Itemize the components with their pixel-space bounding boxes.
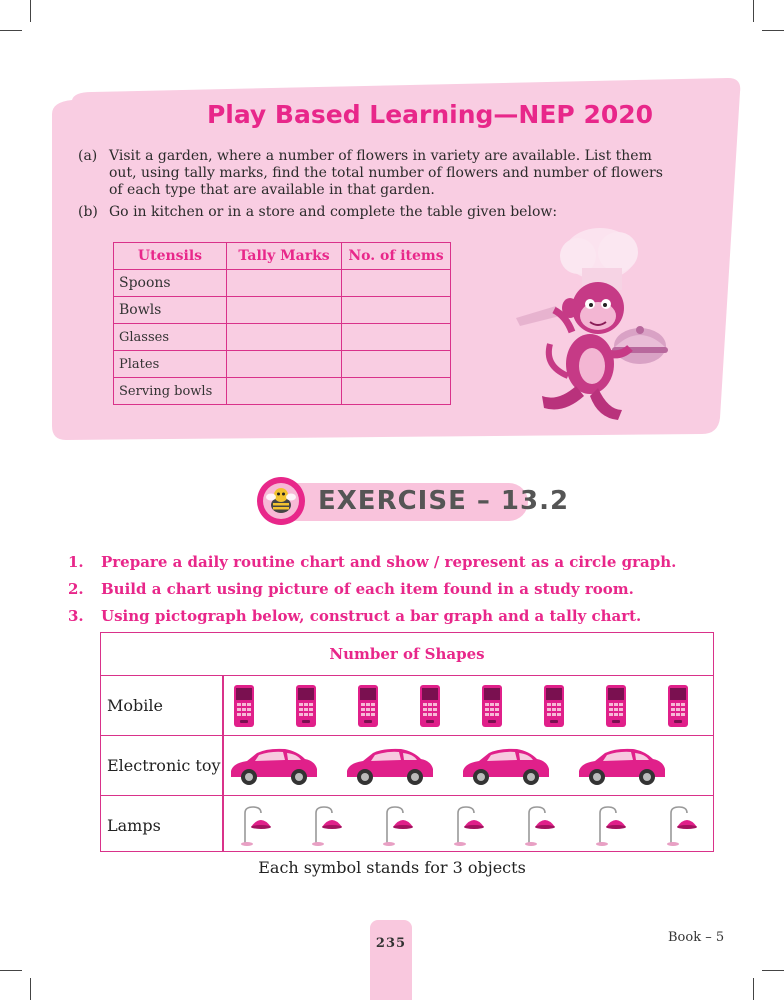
lamp-icon bbox=[241, 805, 271, 847]
question-1 bbox=[68, 553, 676, 571]
table-cell[interactable] bbox=[227, 297, 342, 324]
column-header: Utensils bbox=[114, 243, 227, 270]
mobile-icon bbox=[605, 684, 627, 728]
crop-mark bbox=[0, 970, 22, 971]
mobile-icon bbox=[357, 684, 379, 728]
question-text: Build a chart using picture of each item found in a study room. bbox=[101, 580, 634, 598]
table-cell[interactable] bbox=[342, 270, 451, 297]
column-header: No. of items bbox=[342, 243, 451, 270]
row-label: Mobile bbox=[107, 696, 163, 715]
question-text: Using pictograph below, construct a bar graph and a tally chart. bbox=[101, 607, 642, 625]
page-number: 235 bbox=[375, 936, 407, 951]
lamp-icon bbox=[525, 805, 555, 847]
lamp-icon bbox=[596, 805, 626, 847]
table-row bbox=[114, 324, 451, 351]
table-cell[interactable] bbox=[227, 378, 342, 405]
pictograph-table bbox=[100, 632, 714, 852]
mobile-icon bbox=[481, 684, 503, 728]
question-number: 1. bbox=[68, 553, 84, 571]
row-label: Lamps bbox=[107, 816, 161, 835]
mobile-icon bbox=[419, 684, 441, 728]
question-text: Prepare a daily routine chart and show / represent as a circle graph. bbox=[101, 553, 677, 571]
crop-mark bbox=[762, 30, 784, 31]
mobile-icon bbox=[667, 684, 689, 728]
item-label: (a) bbox=[78, 148, 98, 164]
lamp-icon bbox=[312, 805, 342, 847]
question-number: 2. bbox=[68, 580, 84, 598]
table-cell: Plates bbox=[114, 351, 227, 378]
lamp-icon bbox=[667, 805, 697, 847]
activity-item-a bbox=[78, 148, 678, 199]
mobile-icon bbox=[295, 684, 317, 728]
row-label: Electronic toy bbox=[107, 756, 221, 775]
utensils-table bbox=[113, 242, 451, 405]
pictograph-key: Each symbol stands for 3 objects bbox=[258, 858, 526, 877]
item-text: Visit a garden, where a number of flowers in variety are available. List them out, using tally marks, find the total number of flowers and number of flowers of each type that are available in that garden. bbox=[109, 148, 663, 198]
mobile-icon bbox=[233, 684, 255, 728]
question-2 bbox=[68, 580, 634, 598]
activity-item-b bbox=[78, 204, 678, 221]
item-text: Go in kitchen or in a store and complete the table given below: bbox=[109, 204, 558, 220]
crop-mark bbox=[753, 0, 754, 22]
monkey-chef-illustration bbox=[498, 226, 678, 426]
table-cell[interactable] bbox=[342, 324, 451, 351]
book-label: Book – 5 bbox=[668, 930, 725, 945]
question-number: 3. bbox=[68, 607, 84, 625]
car-icon bbox=[575, 745, 667, 787]
lamp-icon bbox=[454, 805, 484, 847]
table-cell: Bowls bbox=[114, 297, 227, 324]
crop-mark bbox=[30, 978, 31, 1000]
car-icon bbox=[343, 745, 435, 787]
mobile-icon bbox=[543, 684, 565, 728]
pictograph-title: Number of Shapes bbox=[101, 633, 713, 676]
car-icon bbox=[227, 745, 319, 787]
table-cell[interactable] bbox=[342, 378, 451, 405]
page-number-tab bbox=[370, 920, 412, 1000]
table-cell[interactable] bbox=[342, 351, 451, 378]
column-header: Tally Marks bbox=[227, 243, 342, 270]
table-row bbox=[114, 297, 451, 324]
crop-mark bbox=[30, 0, 31, 22]
table-cell: Spoons bbox=[114, 270, 227, 297]
table-header-row bbox=[114, 243, 451, 270]
car-icon bbox=[459, 745, 551, 787]
table-cell: Glasses bbox=[114, 324, 227, 351]
crop-mark bbox=[753, 978, 754, 1000]
table-cell[interactable] bbox=[342, 297, 451, 324]
item-label: (b) bbox=[78, 204, 98, 220]
table-row bbox=[114, 270, 451, 297]
table-cell: Serving bowls bbox=[114, 378, 227, 405]
table-cell[interactable] bbox=[227, 324, 342, 351]
activity-title: Play Based Learning—NEP 2020 bbox=[206, 100, 654, 129]
bee-icon bbox=[256, 476, 306, 526]
exercise-title: EXERCISE – 13.2 bbox=[318, 486, 570, 516]
table-row bbox=[114, 351, 451, 378]
table-row bbox=[114, 378, 451, 405]
question-3 bbox=[68, 607, 641, 625]
lamp-icon bbox=[383, 805, 413, 847]
crop-mark bbox=[762, 970, 784, 971]
crop-mark bbox=[0, 30, 22, 31]
table-cell[interactable] bbox=[227, 351, 342, 378]
table-cell[interactable] bbox=[227, 270, 342, 297]
